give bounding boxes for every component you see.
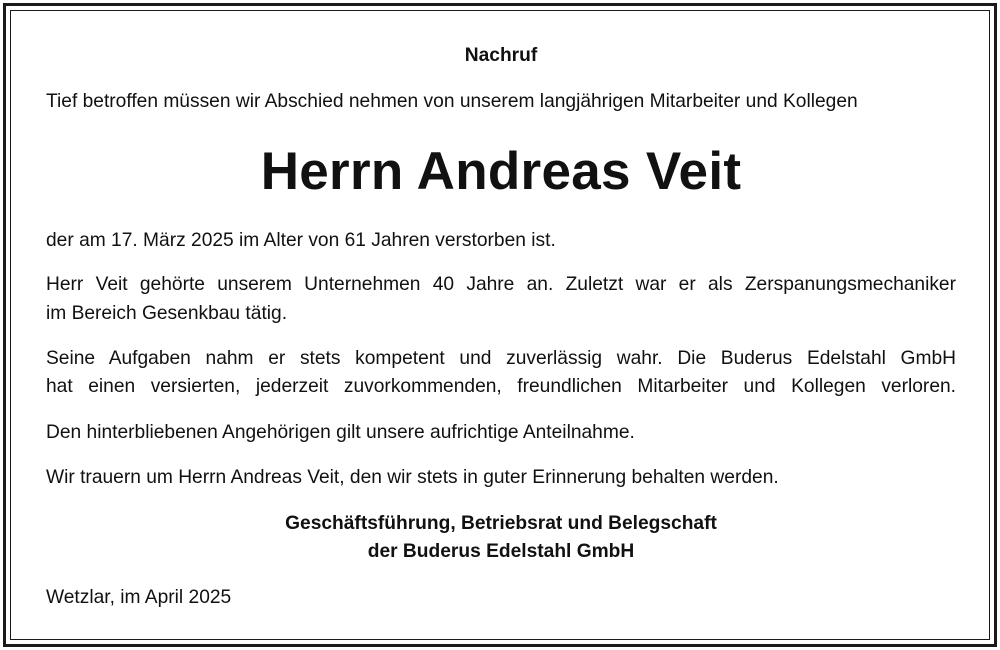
place-date: Wetzlar, im April 2025 xyxy=(46,587,232,608)
condolence-text: Den hinterbliebenen Angehörigen gilt unsere aufrichtige Anteilnahme. xyxy=(46,422,635,443)
death-info: der am 17. März 2025 im Alter von 61 Jahren verstorben ist. xyxy=(46,230,556,251)
deceased-name: Herrn Andreas Veit xyxy=(260,142,742,201)
mourning-text: Wir trauern um Herrn Andreas Veit, den wir stets in guter Erinnerung behalten werden. xyxy=(46,467,779,488)
career-line-1: Herr Veit gehörte unserem Unternehmen 40 Jahre an. Zuletzt war er als Zerspanungsmechaniker xyxy=(46,274,956,295)
tribute-line-1: Seine Aufgaben nahm er stets kompetent und zuverlässig wahr. Die Buderus Edelstahl GmbH xyxy=(46,348,956,369)
career-line-2: im Bereich Gesenkbau tätig. xyxy=(46,303,288,324)
notice-heading: Nachruf xyxy=(464,45,538,66)
tribute-line-2: hat einen versierten, jederzeit zuvorkommenden, freundlichen Mitarbeiter und Kollegen verloren. xyxy=(46,376,956,397)
signature-line-2: der Buderus Edelstahl GmbH xyxy=(367,541,635,562)
signature-line-1: Geschäftsführung, Betriebsrat und Belegschaft xyxy=(285,513,717,534)
intro-text: Tief betroffen müssen wir Abschied nehmen von unserem langjährigen Mitarbeiter und Kollegen xyxy=(46,91,858,112)
